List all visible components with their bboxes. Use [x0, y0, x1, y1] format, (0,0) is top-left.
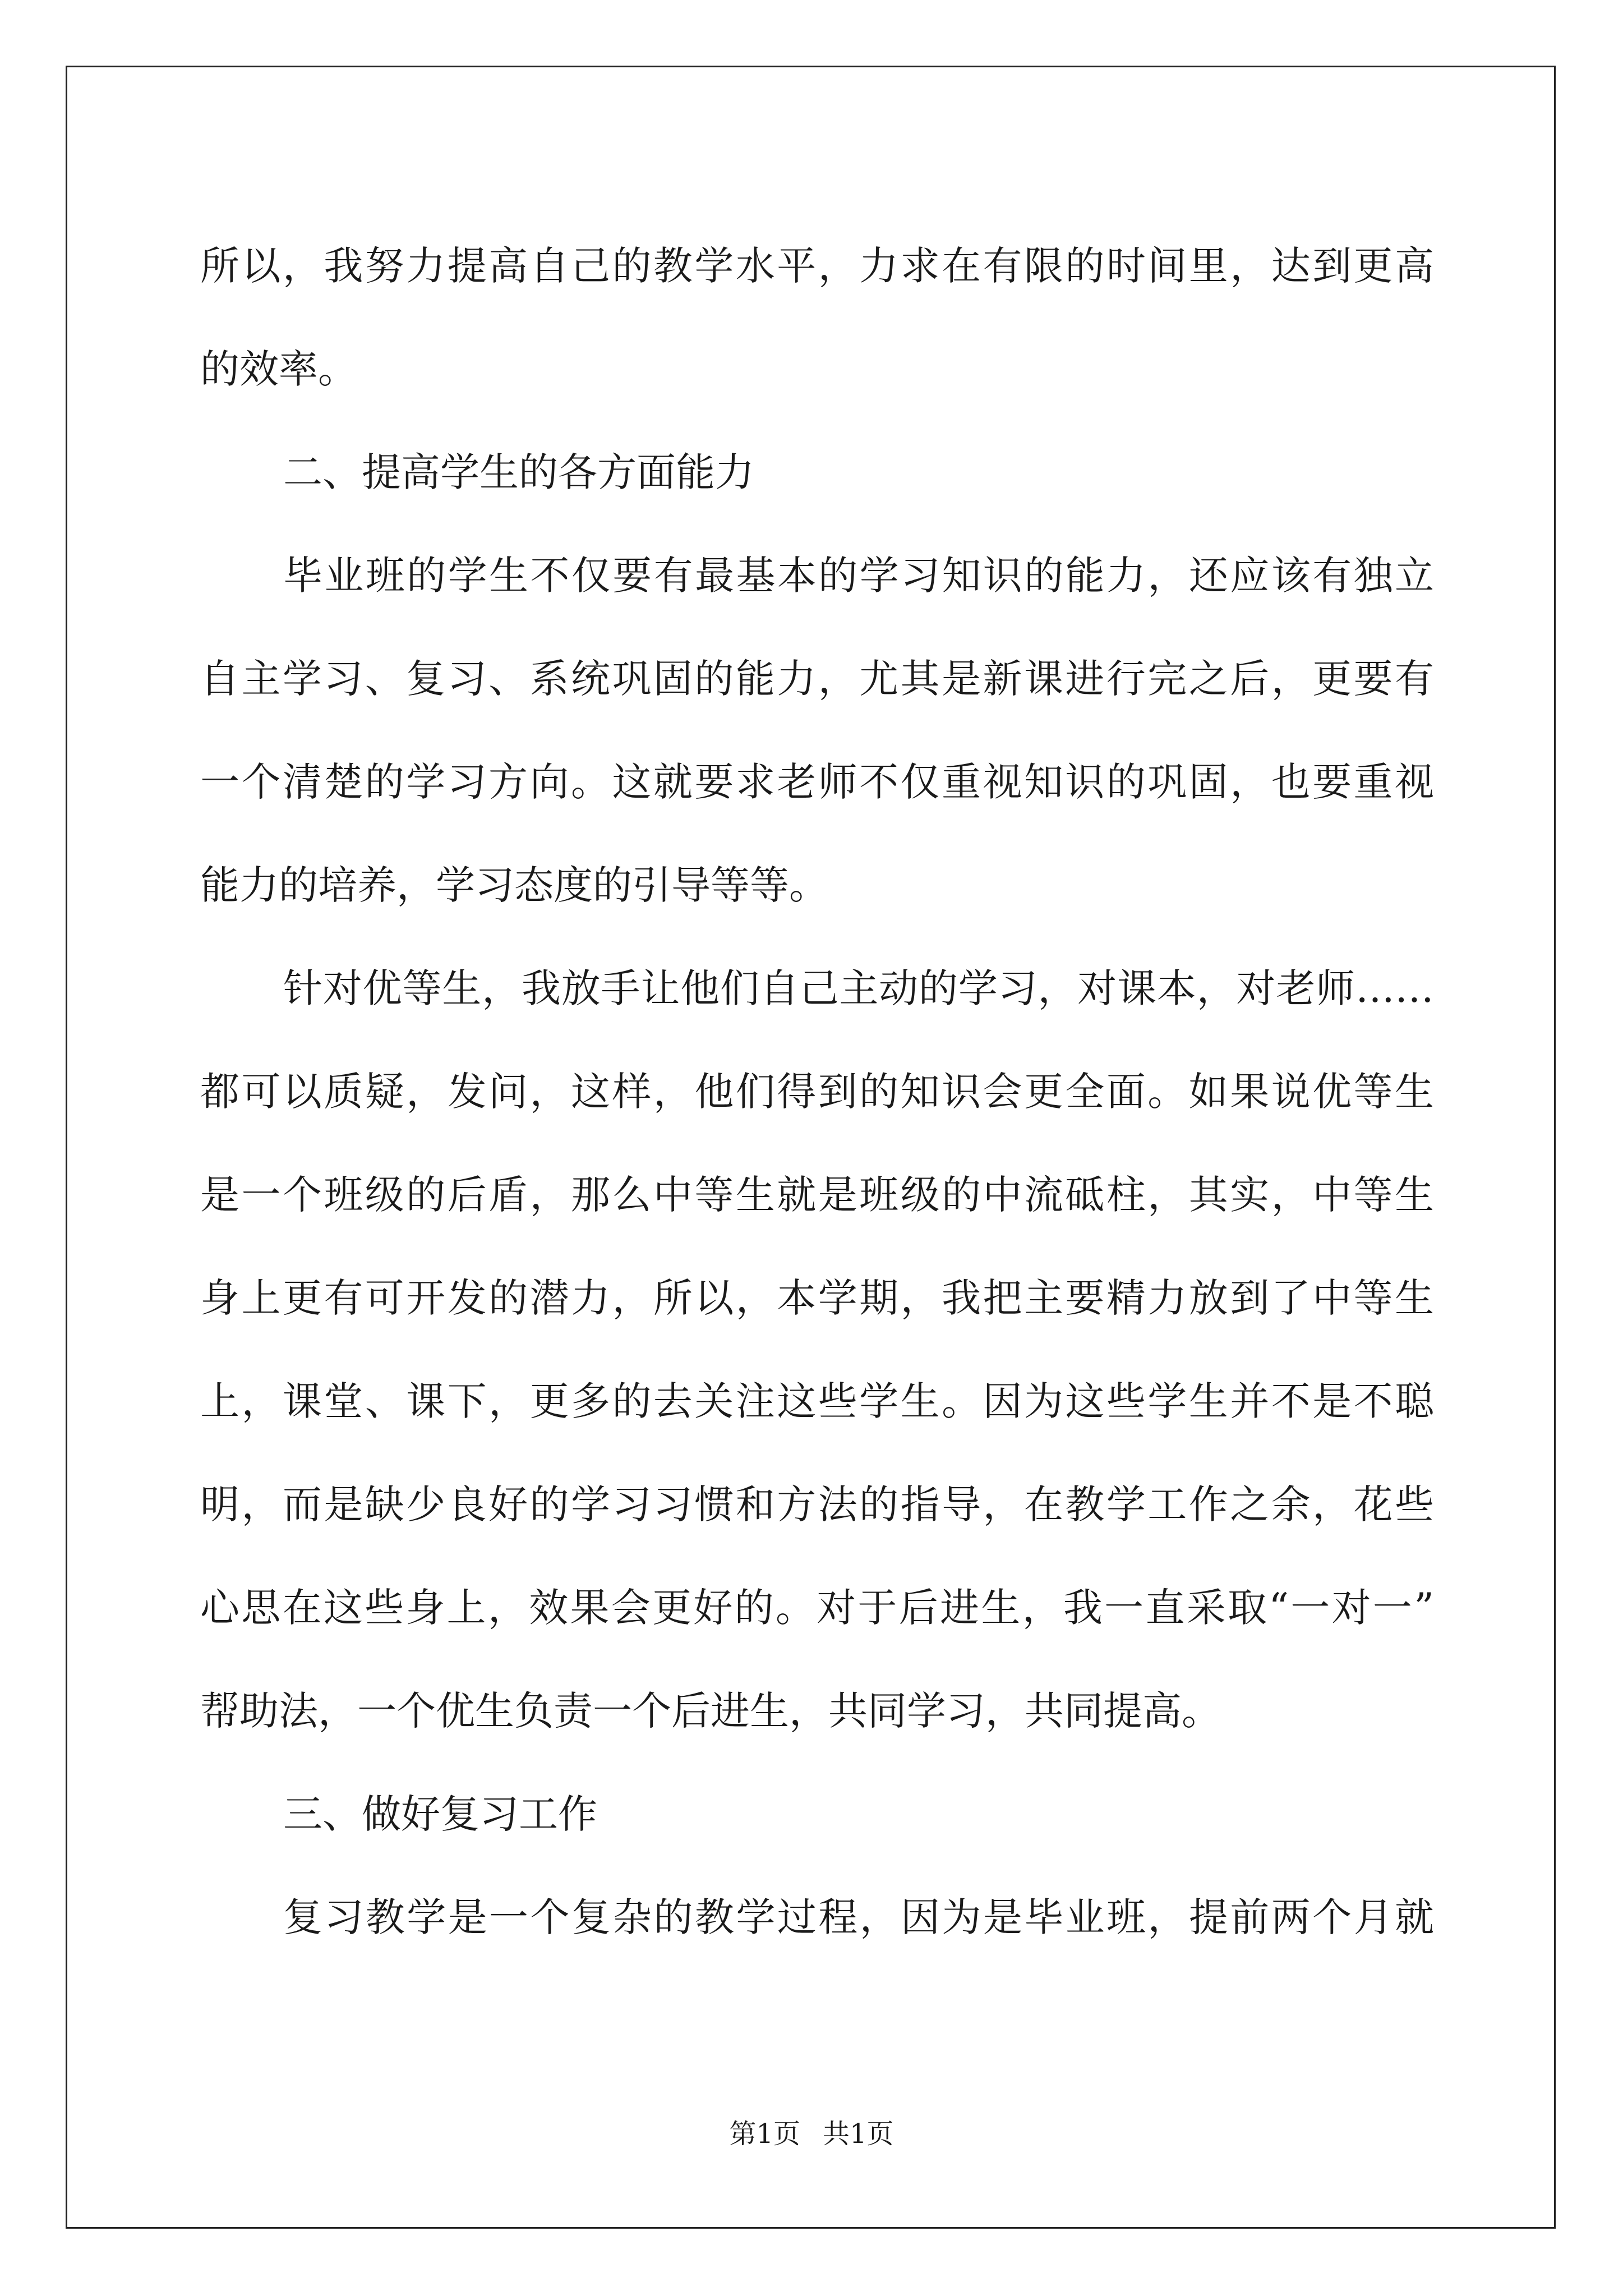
document-body [200, 214, 1434, 1969]
text-line: 身上更有可开发的潜力，所以，本学期，我把主要精力放到了中等生 [200, 1275, 1434, 1321]
text-line: 的效率。 [200, 346, 357, 392]
text-line: 复习教学是一个复杂的教学过程，因为是毕业班，提前两个月就 [283, 1894, 1434, 1940]
text-line: 自主学习、复习、系统巩固的能力，尤其是新课进行完之后，更要有 [200, 656, 1434, 702]
text-line: 是一个班级的后盾，那么中等生就是班级的中流砥柱，其实，中等生 [200, 1172, 1434, 1218]
page-number-current: 第1页 [729, 2118, 800, 2150]
section-heading: 三、做好复习工作 [283, 1791, 597, 1837]
text-line: 上，课堂、课下，更多的去关注这些学生。因为这些学生并不是不聪 [200, 1378, 1434, 1424]
text-line: 帮助法，一个优生负责一个后进生，共同学习，共同提高。 [200, 1688, 1221, 1734]
text-line: 能力的培养，学习态度的引导等等。 [200, 862, 828, 908]
text-line: 心思在这些身上，效果会更好的。对于后进生，我一直采取“一对一” [200, 1585, 1434, 1631]
text-line: 都可以质疑，发问，这样，他们得到的知识会更全面。如果说优等生 [200, 1069, 1434, 1115]
text-line: 一个清楚的学习方向。这就要求老师不仅重视知识的巩固，也要重视 [200, 759, 1434, 805]
text-line: 所以，我努力提高自己的教学水平，力求在有限的时间里，达到更高 [200, 243, 1434, 289]
page-footer [0, 2112, 1623, 2151]
page-number-total: 共1页 [823, 2118, 894, 2150]
text-line: 毕业班的学生不仅要有最基本的学习知识的能力，还应该有独立 [283, 553, 1434, 599]
text-line: 明，而是缺少良好的学习习惯和方法的指导，在教学工作之余，花些 [200, 1481, 1434, 1527]
section-heading: 二、提高学生的各方面能力 [283, 449, 754, 495]
text-line: 针对优等生，我放手让他们自己主动的学习，对课本，对老师…… [283, 965, 1434, 1011]
